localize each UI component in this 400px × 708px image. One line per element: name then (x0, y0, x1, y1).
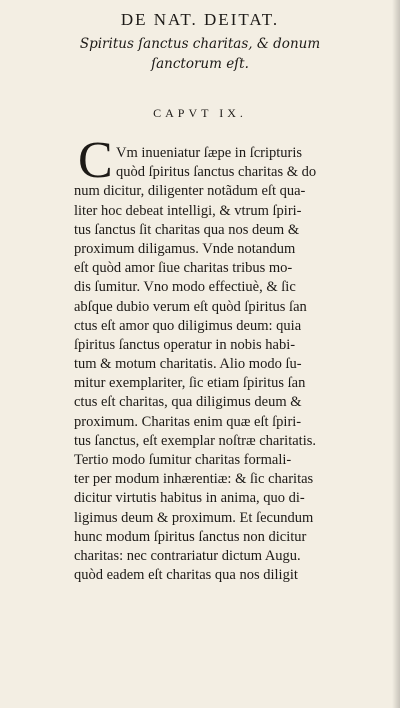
chapter-title-line-2: ſanctorum eſt. (151, 56, 249, 72)
text-line: quòd eadem eſt charitas qua nos diligit (74, 567, 298, 584)
chapter-title (0, 34, 400, 74)
text-line: ter per modum inhærentiæ: & ſic charitas (74, 471, 314, 488)
text-line: Tertio modo ſumitur charitas formali- (74, 452, 292, 468)
drop-cap: C (78, 132, 113, 189)
chapter-heading: CAPVT IX. (153, 106, 247, 120)
text-line: proximum. Charitas enim quæ eſt ſpiri- (74, 413, 302, 430)
text-line: hunc modum ſpiritus ſanctus non dicitur (74, 528, 307, 545)
text-line: tus ſanctus, eſt exemplar noſtræ charitatis. (74, 432, 317, 449)
text-line: mitur exemplariter, ſic etiam ſpiritus ſan (74, 375, 306, 392)
text-line: liter hoc debeat intelligi, & vtrum ſpiri- (74, 202, 302, 219)
text-line: eſt quòd amor ſiue charitas tribus mo- (74, 260, 293, 277)
running-head: DE NAT. DEITAT. (120, 10, 280, 29)
text-line: abſque dubio verum eſt quòd ſpiritus ſan (74, 298, 307, 315)
text-line: num dicitur, diligenter notãdum eſt qua- (74, 183, 306, 200)
body-text (74, 144, 392, 585)
text-line: tus ſanctus ſit charitas qua nos deum & (74, 221, 300, 238)
text-line: quòd ſpiritus ſanctus charitas & do (116, 164, 317, 181)
text-line: dis ſumitur. Vno modo effectiuè, & ſic (74, 279, 296, 296)
chapter-title-line-1: Spiritus ſanctus charitas, & donum (79, 36, 321, 52)
text-line: tum & motum charitatis. Alio modo ſu- (74, 356, 302, 373)
text-line: ctus eſt amor quo diligimus deum: quia (74, 317, 302, 334)
text-line: charitas: nec contrariatur dictum Augu. (74, 547, 301, 564)
text-line: ctus eſt charitas, qua diligimus deum & (74, 394, 302, 411)
text-line: dicitur virtutis habitus in anima, quo di- (74, 490, 305, 507)
text-line: ſpiritus ſanctus operatur in nobis habi- (74, 336, 296, 353)
text-line: Vm inueniatur ſæpe in ſcripturis (116, 145, 303, 161)
text-line: proximum diligamus. Vnde notandum (74, 240, 296, 257)
text-line: ligimus deum & proximum. Et ſecundum (74, 509, 314, 526)
